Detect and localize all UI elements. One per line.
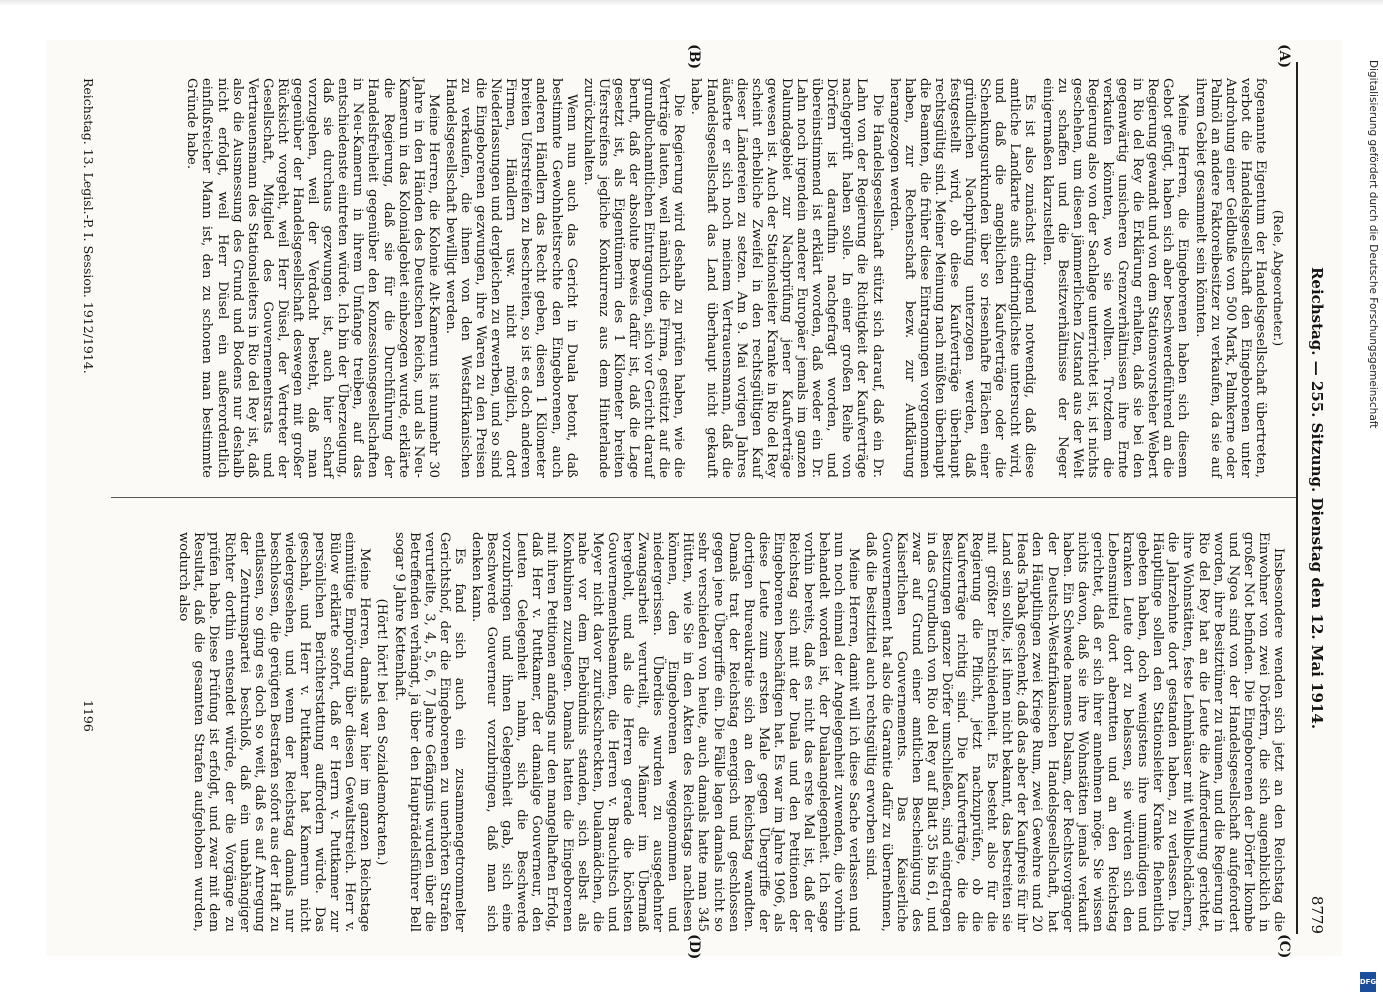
left-paragraph-text: Meine Herren, die Kolonie Alt-Kamerun ist nunmehr 30 Jahre in den Händen des Deutschen Reichs, und als Neu-Kamerun in das Kolonialgebiet einbezogen wurde, erklärte die Regierung, daß sie für die Durchführung der Handelsfreiheit gegenüber den Konzessionsgesellschaften in Neu-Kamerun in ihrem Umfange treiben, auf das entschiedenste eintreten würde. Ich bin der Überzeugung, daß sie durchaus gezwungen ist, auch hier scharf vorzugehen, weil der Verdacht besteht, daß man gegenüber der Handelsgesellschaft deswegen mit großer Rücksicht vorgeht, weil Herr Düsel, der Vertreter der Gesellschaft, Mitglied des Gouvernementsrats und Vertrauensmann des Stationsleiters in Rio del Rey ist, daß also die Ausmessung des Grund und Bodens nur deshalb nicht erfolgt, weil Herr Düsel ein außerordentlich einflußreicher Mann ist, den zu schonen man bestimmte Gründe habe.	[184, 78, 441, 478]
right-paragraph-text: Meine Herren, damals war hier im ganzen Reichstage einmütige Empörung über diesen Gewaltstreich. Herr v. Bülow erklärte sofort, daß er Herrn v. Puttkamer zur persönlichen Berichterstattung auffordern würde. Das geschah, und Herr v. Puttkamer hat Kamerun nicht wiedergesehen, und wenn der Reichstag damals nur beschlossen, die gerügten Bestrafen sofort aus der Haft zu entlassen, so ging es doch so weit, daß es auf Anregung der Zentrumspartei beschloß, daß ein unabhängiger Richter dorthin entsendet würde, der die Vorgänge zu prüfen habe. Diese Prüfung ist erfolgt, und zwar mit dem Resultat, daß die gesamten Strafen aufgehoben wurden, wodurch also	[176, 532, 373, 932]
left-paragraph-text: fogenannte Eigentum der Handelsgesellschaft übertreten, verbot die Handelsgesellschaft den Eingeborenen unter Androhung einer Geldbuße von 500 Mark, Palmkerne oder Palmöl an andere Faktoreibesitzer zu verkaufen, da sie auf ihrem Gebiet gesammelt sein könnten.	[1192, 78, 1268, 478]
margin-marker-d: (D)	[686, 934, 702, 960]
right-paragraphs	[176, 532, 1286, 932]
header-rule	[1296, 62, 1298, 934]
dfg-logo-icon: DFG	[1360, 972, 1376, 992]
page-title: Reichstag. — 255. Sitzung. Dienstag den 12. Mai 1914.	[1308, 266, 1326, 730]
right-paragraph	[863, 532, 1286, 932]
left-column	[182, 78, 1286, 478]
left-paragraph-text: Es ist also zunächst dringend notwendig, daß diese amtliche Landkarte aufs eindringlichste untersucht wird, und daß die angeblichen Kaufverträge oder die Schenkungsurkunden über so riesenhafte Flächen einer gründlichen Nachprüfung unterzogen werden, daß festgestellt wird, ob diese Kaufverträge überhaupt rechtsgültig sind. Meiner Meinung nach müßten überhaupt die Beamten, die früher diese Eintragungen vorgenommen haben, zur Rechenschaft bezw. zur Aufklärung herangezogen werden.	[886, 78, 1038, 478]
left-paragraph-text: Meine Herren, die Eingeborenen haben sich diesem Gebot gefügt, haben sich aber beschwerdeführend an die Regierung gewandt und von dem Stationsvorsteher Webert in Rio del Rey die Erklärung erhalten, daß sie bei den gegenwärtig unsicheren Grenzverhältnissen ihre Ernte verkaufen könnten, wo sie wollten. Trotzdem die Regierung also von der Sachlage unterrichtet ist, ist nichts geschehen, um diesen jämmerlichen Zustand aus der Welt zu schaffen und die Besitzverhältnisse der Neger einigermaßen klarzustellen.	[1039, 78, 1191, 478]
margin-marker-c: (C)	[1276, 934, 1292, 959]
left-paragraph	[443, 78, 579, 478]
margin-marker-b: (B)	[686, 44, 702, 70]
footer-session-line: Reichstag. 13. Legisl.-P. I. Session. 1912/1914.	[81, 78, 96, 374]
speaker-label: (Rele, Abgeordneter.)	[1271, 209, 1286, 347]
dfg-credit-text: Digitalisierung gefördert durch die Deutsche Forschungsgemeinschaft	[1367, 60, 1379, 429]
document-page	[46, 40, 1342, 960]
right-paragraph-text: Insbesondere wenden sich jetzt an den Reichstag die Einwohner von zwei Dörfern, die sich augenblicklich in großer Not befinden. Die Eingeborenen der Dörfer Ikombe und Ngoa sind von der Handelsgesellschaft aufgefordert worden, ihre Besitztümer zu räumen, und die Regierung in Rio del Rey hat an die Leute die Aufforderung gerichtet, ihre Wohnstätten, feste Lehmhäuser mit Wellblechdächern, die Jahrzehnte dort gestanden haben, zu verlassen. Die Häuptlinge sollen den Stationsleiter Kranke flehentlich gebeten haben, doch wenigstens ihre unmündigen und kranken Leute dort zu belassen, sie würden sich den Lebensmittel dort aberntten und an den Reichstag gerichtet, daß er sich ihrer annehmen möge. Sie wissen nichts davon, daß sie ihre Wohnstätten jemals verkauft haben. Ein Schwede namens Dalsam, der Rechtsvorgänger der Deutsch-Westafrikanischen Handelsgesellschaft, hat den Häuptlingen zwei Kriege Rum, zwei Gewehre und 20 Heads Tabak geschenkt; daß das aber der Kaufpreis für ihr Land sein sollte, ist ihnen nicht bekannt, das bestreiten sie mit größter Entschiedenheit. Es besteht also für die Regierung die Pflicht, jetzt nachzuprüfen, ob die Kaufverträge richtig sind. Die Kaufverträge, die die Besitzungen ganzer Dörfer umschließen, sind eingetragen in das Grundbuch von Rio del Rey auf Blatt 35 bis 61, und zwar auf Grund einer amtlichen Bescheinigung des Kaiserlichen Gouvernements. Das Kaiserliche Gouvernement hat also die Garantie dafür zu übernehmen, daß die Besitztitel auch rechtsgültig erworben sind.	[863, 532, 1286, 932]
left-paragraphs	[184, 78, 1268, 478]
right-paragraph	[391, 532, 466, 932]
right-paragraph	[469, 532, 861, 932]
page-number: 8779	[1308, 895, 1326, 934]
left-paragraph	[887, 78, 1038, 478]
left-paragraph	[1192, 78, 1267, 478]
dfg-credit-strip	[1355, 60, 1379, 990]
footer-page-number: 1196	[81, 700, 96, 732]
right-paragraph-text: (Hört! hört! bei den Sozialdemokraten.)	[374, 598, 390, 866]
right-column	[174, 532, 1286, 932]
left-paragraph	[688, 78, 884, 478]
right-paragraph-text: Meine Herren, damit will ich diese Sache verlassen und nun noch einmal der Angelegenheit zuwenden, die vorhin behandelt worden ist, der Dualaangelegenheit. Ich sage vorhin bereits, daß es nicht das erste Mal ist, daß der Reichstag sich mit der Duala und den Petitionen der Eingeborenen beschäftigen hat. Es war im Jahre 1906, als diese Leute zum ersten Male gegen Übergriffe der dortigen Bureaukratie sich an den Reichstag wandten. Damals trat der Reichstag energisch und geschlossen gegen jene Übergriffe ein. Die Fälle lagen damals nicht so sehr verschieden von heute, auch damals hatte man 345 Hütten, wie Sie in den Akten des Reichstags nachlesen können, den Eingeborenen weggenommen und niedergerissen. Überdies wurden zu ausgedehnter Zwangsarbeit verurteilt, die Männer im Übermaß hergeholt, und als die Herren gerade die höchsten Gouvernementsbeamten, die Herren v. Brauchitsch und Meyer nicht davor zurückschreckten, Dualamädchen, die nahe vor dem Ehebündnis standen, sich selbst als Konkubinen zuzulegen. Damals hatten die Eingeborenen mit ihren Petitionen anfangs nur den mangelhaften Erfolg, daß Herr v. Puttkamer, der damalige Gouverneur, den Leuten Gelegenheit nahm, sich die Beschwerde vorzubringen und ihnen Gelegenheit gab, sich eine Beschwerde Gouverneur vorzubringen, daß man sich denken kann.	[469, 532, 862, 932]
right-paragraph	[374, 532, 389, 932]
right-paragraph-text: Es fand sich auch ein zusammengetrommelter Gerichtshof, der die Eingeborenen zu unerhörten Strafen verurteilte, 3, 4, 5, 6, 7 Jahre Gefängnis wurden über die Betreffenden verhängt, ja über den Haupträdelsführer Bell sogar 9 Jahre Kettenhaft.	[391, 532, 467, 932]
margin-marker-a: (A)	[1276, 44, 1292, 69]
column-divider	[111, 497, 1296, 498]
left-paragraph	[184, 78, 441, 478]
left-paragraph-text: Die Handelsgesellschaft stützt sich darauf, daß ein Dr. Lahn von der Regierung die Richtigkeit der Kaufverträge nachgeprüft haben solle. In einer großen Reihe von Dörfern ist daraufhin nachgefragt worden, und übereinstimmend ist erklärt worden, daß weder ein Dr. Lahn noch irgendein anderer Europäer jemals im ganzen Dalumdagebiet zur Nachprüfung jener Kaufverträge gewesen ist. Auch der Stationsleiter Kranke in Rio del Rey scheint erhebliche Zweifel in den rechtsgültigen Kauf dieser Ländereien zu setzen. Am 9. Mai vorigen Jahres äußerte er sich noch meinem Vertrauensmann, daß die Handelsgesellschaft das Land überhaupt nicht gekauft habe.	[688, 78, 885, 478]
scan-edge	[0, 0, 1383, 6]
right-paragraph	[176, 532, 372, 932]
page-header	[1298, 62, 1332, 934]
left-paragraph-text: Wenn nun auch das Gericht in Duala betont, daß bestimmte Gewohnheitsrechte den Eingeborenen, auch anderen Händlern das Recht geben, diesen 1 Kilometer breiten Uferstreifen zu beschreiten, so ist es doch anderen Firmen, Händlern usw. nicht möglich, dort Niederlassungen und dergleichen zu erwerben, und so sind die Eingeborenen gezwungen, ihre Waren zu den Preisen zu verkaufen, die ihnen von den Westafrikanischen Handelsgesellschaft bewilligt werden.	[442, 78, 579, 478]
left-paragraph-text: Die Regierung wird deshalb zu prüfen haben, wie die Verträge lauten, weil nämlich die Firma, gestützt auf die grundbuchamtlichen Eintragungen, sich vor Gericht darauf beruft, daß der absolute Beweis dafür ist, daß die Lage gesetzt ist, als Eigentümerin des 1 Kilometer breiten Uferstreifens jegliche Konkurrenz aus dem Hinterlande zurückzuhalten.	[580, 78, 687, 478]
left-paragraph	[581, 78, 687, 478]
left-paragraph	[1040, 78, 1191, 478]
